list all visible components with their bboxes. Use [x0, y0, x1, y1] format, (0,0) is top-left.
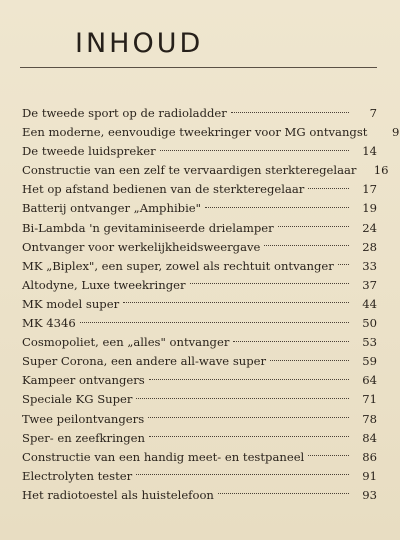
toc-entry	[22, 410, 377, 429]
toc-entry-title: De tweede luidspreker	[22, 144, 156, 159]
table-of-contents	[22, 104, 400, 505]
toc-entry	[22, 314, 377, 333]
toc-entry-page-number: 19	[362, 201, 377, 216]
title-underline	[20, 67, 377, 68]
toc-entry	[22, 333, 377, 352]
dot-leader	[190, 282, 349, 284]
toc-entry-title: Constructie van een zelf te vervaardigen sterkteregelaar	[22, 163, 357, 178]
toc-entry	[22, 429, 377, 448]
toc-entry-title: Cosmopoliet, een „alles" ontvanger	[22, 335, 230, 350]
page-title: INHOUD	[75, 28, 204, 59]
toc-entry	[22, 486, 377, 505]
toc-entry-page-number: 86	[362, 449, 377, 464]
toc-entry-title: MK „Biplex", een super, zowel als rechtuit ontvanger	[22, 258, 334, 273]
toc-entry-title: Twee peilontvangers	[22, 411, 145, 426]
toc-entry-page-number: 64	[362, 373, 377, 388]
toc-entry-title: Constructie van een handig meet- en testpaneel	[22, 449, 305, 464]
toc-entry	[22, 104, 377, 123]
toc-entry-page-number: 59	[362, 354, 377, 369]
toc-entry-title: Sper- en zeefkringen	[22, 430, 145, 445]
toc-entry-page-number: 37	[362, 277, 377, 292]
toc-entry	[22, 371, 377, 390]
toc-entry	[22, 276, 377, 295]
toc-entry	[22, 295, 377, 314]
dot-leader	[308, 187, 349, 189]
toc-entry-page-number: 91	[362, 468, 377, 483]
dot-leader	[231, 111, 349, 113]
toc-entry-page-number: 71	[362, 392, 377, 407]
dot-leader	[338, 263, 349, 265]
dot-leader	[80, 321, 349, 323]
dot-leader	[278, 225, 349, 227]
toc-entry	[22, 123, 400, 142]
toc-entry	[22, 352, 377, 371]
dot-leader	[205, 206, 349, 208]
dot-leader	[270, 359, 349, 361]
dot-leader	[218, 492, 349, 494]
toc-entry-page-number: 33	[362, 258, 377, 273]
toc-entry-title: MK 4346	[22, 316, 76, 331]
dot-leader	[264, 244, 349, 246]
toc-entry-page-number: 78	[362, 411, 377, 426]
toc-entry-title: Een moderne, eenvoudige tweekringer voor MG ontvangst	[22, 125, 368, 140]
toc-entry	[22, 467, 377, 486]
toc-entry-page-number: 9	[392, 125, 400, 140]
toc-entry-page-number: 44	[362, 296, 377, 311]
toc-entry-page-number: 24	[362, 220, 377, 235]
toc-entry-page-number: 7	[369, 106, 377, 120]
toc-entry-title: Batterij ontvanger „Amphibie"	[22, 201, 201, 216]
dot-leader	[149, 378, 349, 380]
dot-leader	[233, 340, 349, 342]
toc-entry	[22, 390, 377, 409]
dot-leader	[123, 301, 349, 303]
dot-leader	[149, 435, 349, 437]
toc-entry	[22, 142, 377, 161]
toc-entry-title: MK model super	[22, 296, 120, 311]
toc-entry-title: Ontvanger voor werkelijkheidsweergave	[22, 239, 261, 254]
toc-entry	[22, 448, 377, 467]
toc-entry-page-number: 28	[362, 239, 377, 254]
toc-entry-title: Super Corona, een andere all-wave super	[22, 354, 267, 369]
toc-entry-page-number: 16	[373, 163, 389, 178]
dot-leader	[308, 454, 349, 456]
dot-leader	[136, 397, 349, 399]
toc-entry-page-number: 84	[362, 430, 377, 445]
toc-entry-page-number: 14	[362, 144, 377, 159]
toc-entry	[22, 199, 377, 218]
toc-entry	[22, 161, 389, 180]
toc-entry	[22, 238, 377, 257]
toc-entry-page-number: 53	[362, 335, 377, 350]
toc-entry-title: Kampeer ontvangers	[22, 373, 145, 388]
toc-entry-page-number: 17	[362, 182, 377, 197]
toc-entry-title: De tweede sport op de radioladder	[22, 106, 227, 120]
dot-leader	[148, 416, 349, 418]
toc-entry	[22, 180, 377, 199]
toc-entry-page-number: 50	[362, 316, 377, 331]
toc-entry-title: Het radiotoestel als huistelefoon	[22, 487, 214, 502]
toc-entry-title: Speciale KG Super	[22, 392, 133, 407]
toc-entry-title: Bi-Lambda 'n gevitaminiseerde drielamper	[22, 220, 274, 235]
toc-entry	[22, 219, 377, 238]
toc-entry	[22, 257, 377, 276]
dot-leader	[136, 473, 349, 475]
toc-entry-title: Het op afstand bedienen van de sterkteregelaar	[22, 182, 305, 197]
dot-leader	[160, 149, 349, 151]
toc-entry-title: Electrolyten tester	[22, 468, 133, 483]
toc-entry-page-number: 93	[362, 487, 377, 502]
toc-entry-title: Altodyne, Luxe tweekringer	[22, 277, 186, 292]
